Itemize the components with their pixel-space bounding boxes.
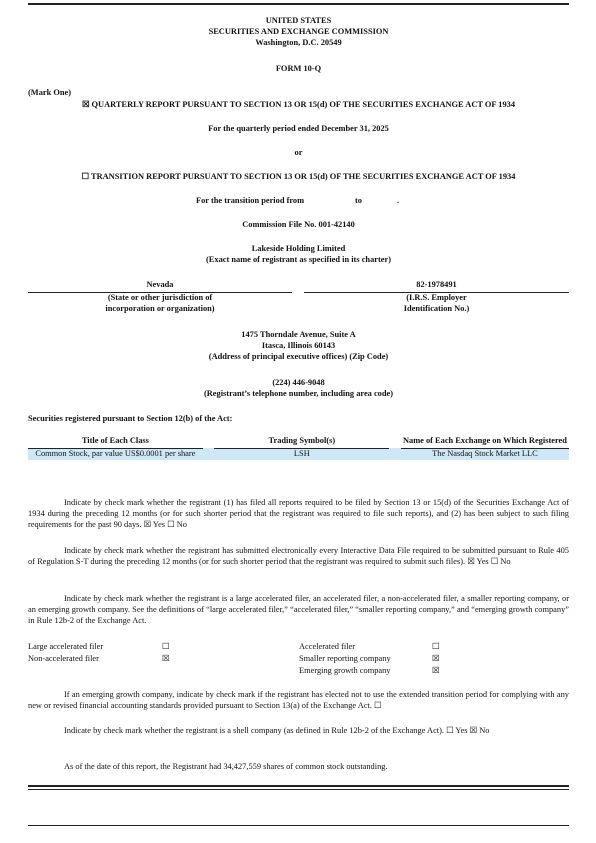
- phone-number: (224) 446-9048: [272, 378, 325, 387]
- col-trading-symbol: Trading Symbol(s): [214, 436, 389, 448]
- paragraph-shares-outstanding: As of the date of this report, the Registrant had 34,427,559 shares of common stock outstanding.: [64, 762, 388, 771]
- registrant-block: [28, 244, 569, 266]
- cell-exchange: The Nasdaq Stock Market LLC: [401, 448, 569, 459]
- page-footer-rule: [28, 825, 569, 826]
- address-caption: (Address of principal executive offices) (Zip Code): [208, 351, 389, 361]
- accelerated-filer-checkbox[interactable]: ☐: [432, 642, 440, 652]
- transition-report-option: ☐ TRANSITION REPORT PURSUANT TO SECTION 13 OR 15(d) OF THE SECURITIES EXCHANGE ACT OF 1934: [81, 172, 516, 181]
- paragraph-shell-company: Indicate by check mark whether the registrant is a shell company (as defined in Rule 12b-2 of the Exchange Act). ☐ Yes ☒ No: [64, 726, 490, 735]
- country-line: UNITED STATES: [265, 16, 332, 25]
- state-caption-2: incorporation or organization): [105, 303, 215, 313]
- table-row: [28, 448, 569, 459]
- commission-line: SECURITIES AND EXCHANGE COMMISSION: [208, 26, 389, 36]
- registrant-name: Lakeside Holding Limited: [251, 244, 346, 253]
- ein-block: [304, 280, 569, 315]
- address-block: [28, 330, 569, 363]
- smaller-reporting-company-checkbox[interactable]: ☒: [432, 654, 440, 664]
- quarterly-period: For the quarterly period ended December 31, 2025: [208, 124, 389, 133]
- ein-caption-2: Identification No.): [403, 303, 470, 313]
- quarterly-report-option: ☒ QUARTERLY REPORT PURSUANT TO SECTION 13 OR 15(d) OF THE SECURITIES EXCHANGE ACT OF 1934: [81, 100, 516, 109]
- col-title-of-class: Title of Each Class: [28, 436, 203, 448]
- ein-caption-1: (I.R.S. Employer: [406, 292, 467, 302]
- paragraph-filer-status: Indicate by check mark whether the registrant is a large accelerated filer, an accelerated filer, a non-accelerated filer, a smaller reporting company, or an emerging growth company. See the definitions of “large accelerated filer,” “accelerated filer,” “smaller reporting company,” and “emerging growth company” in Rule 12b-2 of the Exchange Act.: [28, 594, 569, 625]
- phone-block: [28, 378, 569, 400]
- commission-file-number: Commission File No. 001-42140: [242, 220, 355, 229]
- securities-heading: Securities registered pursuant to Section 12(b) of the Act:: [28, 414, 233, 423]
- ein-value: 82-1978491: [416, 280, 457, 289]
- large-accelerated-filer-label: Large accelerated filer: [28, 642, 104, 651]
- transition-end: .: [397, 196, 400, 205]
- smaller-reporting-company-label: Smaller reporting company: [299, 654, 391, 663]
- paragraph-interactive-data: Indicate by check mark whether the registrant has submitted electronically every Interactive Data File required to be submitted pursuant to Rule 405 of Regulation S-T during the preceding 12 months (or for such shorter period that the registrant was required to submit such files). ☒ Yes ☐ No: [28, 546, 569, 566]
- cell-class: Common Stock, par value US$0.0001 per share: [28, 448, 203, 459]
- large-accelerated-filer-checkbox[interactable]: ☐: [162, 642, 170, 652]
- section-divider-thin: [28, 789, 569, 790]
- form-title: FORM 10-Q: [275, 64, 322, 73]
- cell-symbol: LSH: [214, 448, 389, 459]
- securities-table: [28, 436, 569, 460]
- transition-period-label: For the transition period from: [196, 196, 305, 205]
- state-caption-1: (State or other jurisdiction of: [107, 292, 213, 302]
- transition-to-label: to: [355, 196, 362, 205]
- registrant-caption: (Exact name of registrant as specified in its charter): [206, 254, 391, 264]
- address-line-2: Itasca, Illinois 60143: [261, 340, 336, 350]
- col-exchange-name: Name of Each Exchange on Which Registered: [401, 436, 569, 448]
- top-rule: [28, 3, 569, 5]
- non-accelerated-filer-checkbox[interactable]: ☒: [162, 654, 170, 664]
- or-text: or: [294, 148, 303, 157]
- paragraph-transition-period: If an emerging growth company, indicate by check mark if the registrant has elected not to use the extended transition period for complying with any new or revised financial accounting standards provided pursuant to Section 13(a) of the Exchange Act. ☐: [28, 690, 569, 710]
- state-block: [28, 280, 292, 315]
- paragraph-reports-filed: Indicate by check mark whether the registrant (1) has filed all reports required to be filed by Section 13 or 15(d) of the Securities Exchange Act of 1934 during the preceding 12 months (or for such shorter period that the registrant was required to file such reports), and (2) has been subject to such filing requirements for the past 90 days. ☒ Yes ☐ No: [28, 498, 569, 529]
- city-line: Washington, D.C. 20549: [255, 37, 342, 47]
- state-value: Nevada: [146, 280, 174, 289]
- mark-one: (Mark One): [28, 88, 72, 97]
- address-line-1: 1475 Thorndale Avenue, Suite A: [241, 330, 356, 339]
- agency-header: [28, 16, 569, 49]
- phone-caption: (Registrant’s telephone number, including area code): [203, 388, 394, 398]
- accelerated-filer-label: Accelerated filer: [299, 642, 356, 651]
- non-accelerated-filer-label: Non-accelerated filer: [28, 654, 99, 663]
- emerging-growth-company-checkbox[interactable]: ☒: [432, 666, 440, 676]
- emerging-growth-company-label: Emerging growth company: [299, 666, 391, 675]
- section-divider-thick: [28, 785, 569, 787]
